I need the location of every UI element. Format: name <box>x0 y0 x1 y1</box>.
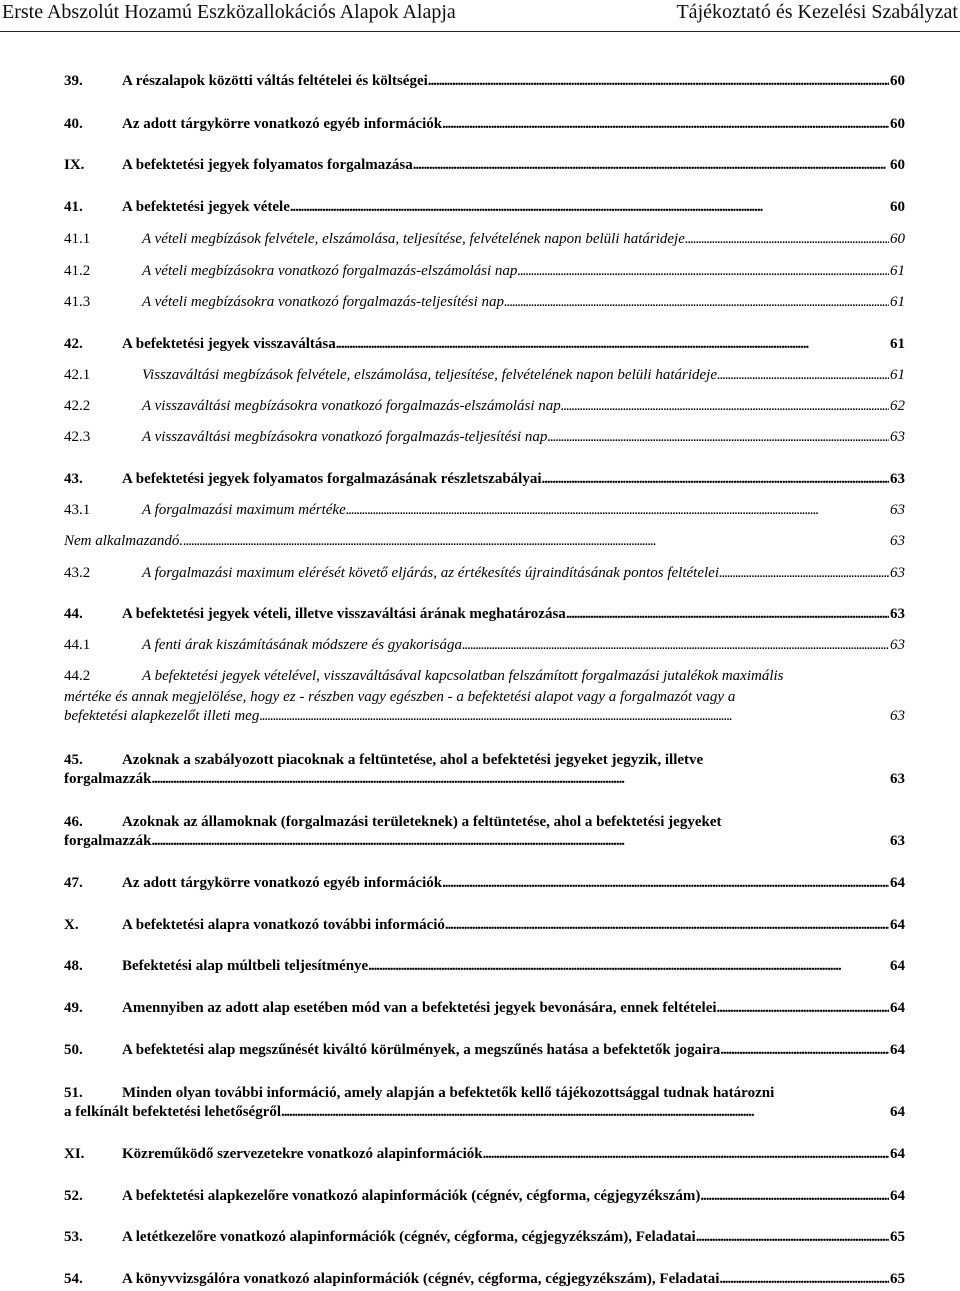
toc-number: 45. <box>64 752 83 768</box>
toc-entry[interactable] <box>64 157 905 177</box>
toc-number: 51. <box>64 1085 83 1101</box>
toc-leader <box>685 231 889 248</box>
toc-page: 64 <box>890 917 905 933</box>
toc-entry[interactable] <box>64 917 905 937</box>
header-fund-name: Erste Abszolút Hozamú Eszközallokációs Alapok Alapja <box>2 1 456 23</box>
toc-title: A részalapok közötti váltás feltételei és költségei <box>122 73 428 89</box>
toc-entry[interactable] <box>64 750 905 791</box>
toc-number: 44. <box>64 606 83 622</box>
toc-page: 61 <box>890 294 905 310</box>
toc-leader <box>720 1042 889 1059</box>
toc-title: A befektetési jegyek folyamatos forgalmazásának részletszabályai <box>122 471 542 487</box>
toc-entry[interactable] <box>64 336 905 356</box>
toc-page: 64 <box>890 875 905 891</box>
toc-entry[interactable] <box>64 199 905 219</box>
toc-entry[interactable] <box>64 1000 905 1020</box>
toc-number: X. <box>64 917 79 933</box>
toc-page: 62 <box>890 398 905 414</box>
toc-entry[interactable] <box>64 1271 905 1291</box>
toc-page: 60 <box>890 157 905 173</box>
toc-page: 64 <box>890 1188 905 1204</box>
header-document-title: Tájékoztató és Kezelési Szabályzat <box>676 1 958 23</box>
toc-page: 63 <box>890 565 905 581</box>
toc-title: A vételi megbízások felvétele, elszámolása, teljesítése, felvételének napon belüli határideje <box>142 231 685 247</box>
toc-number: 46. <box>64 814 83 830</box>
toc-leader <box>700 1188 889 1205</box>
toc-number: 44.1 <box>64 637 91 653</box>
toc-leader <box>151 833 889 850</box>
header-rule <box>0 31 960 32</box>
toc-leader <box>281 1104 889 1121</box>
toc-title: A befektetési alapra vonatkozó további információ <box>122 917 445 933</box>
toc-title: A befektetési alapkezelőre vonatkozó alapinformációk (cégnév, cégforma, cégjegyzékszám) <box>122 1188 701 1204</box>
toc-page: 64 <box>890 1000 905 1016</box>
toc-page: 63 <box>890 771 905 787</box>
toc-leader <box>696 1229 889 1246</box>
toc-entry[interactable] <box>64 666 905 728</box>
toc-leader <box>504 294 889 311</box>
toc-entry[interactable] <box>64 429 905 449</box>
toc-page: 63 <box>890 637 905 653</box>
toc-title-line: mértéke és annak megjelölése, hogy ez - részben vagy egészben - a befektetési alapot vagy a forgalmazót vagy a <box>64 689 736 705</box>
toc-leader <box>346 502 889 519</box>
toc-entry[interactable] <box>64 1229 905 1249</box>
toc-leader <box>442 116 889 133</box>
toc-page: 60 <box>890 73 905 89</box>
toc-page: 61 <box>890 336 905 352</box>
toc-page: 63 <box>890 833 905 849</box>
toc-title: Visszaváltási megbízások felvétele, elszámolása, teljesítése, felvételének napon belüli határideje <box>142 367 717 383</box>
toc-leader <box>336 336 889 353</box>
toc-page: 63 <box>890 471 905 487</box>
toc-leader <box>290 199 889 216</box>
toc-page: 64 <box>890 958 905 974</box>
toc-title: A befektetési jegyek folyamatos forgalmazása <box>122 157 413 173</box>
toc-title-line: forgalmazzák <box>64 833 152 849</box>
toc-entry[interactable] <box>64 116 905 136</box>
toc-page: 63 <box>890 502 905 518</box>
toc-title: A befektetési alap megszűnését kiváltó körülmények, a megszűnés hatása a befektetők jogaira <box>122 1042 721 1058</box>
toc-number: IX. <box>64 157 85 173</box>
toc-entry[interactable] <box>64 958 905 978</box>
toc-number: 52. <box>64 1188 83 1204</box>
toc-title-line: Azoknak az államoknak (forgalmazási területeknek) a feltüntetése, ahol a befektetési jegyeket <box>122 814 722 830</box>
toc-page: 60 <box>890 116 905 132</box>
toc-leader <box>368 958 889 975</box>
toc-title: Közreműködő szervezetekre vonatkozó alapinformációk <box>122 1146 483 1162</box>
toc-entry[interactable] <box>64 471 905 491</box>
toc-entry[interactable] <box>64 565 905 585</box>
toc-title-line: Azoknak a szabályozott piacoknak a feltüntetése, ahol a befektetési jegyeket jegyzik, illetve <box>122 752 704 768</box>
toc-leader <box>151 771 889 788</box>
toc-entry[interactable] <box>64 73 905 93</box>
toc-number: 50. <box>64 1042 83 1058</box>
toc-entry[interactable] <box>64 637 905 657</box>
toc-entry[interactable] <box>64 812 905 853</box>
toc-title-line: A befektetési jegyek vételével, visszaváltásával kapcsolatban felszámított forgalmazási jutalékok maximális <box>142 668 784 684</box>
toc-title: Amennyiben az adott alap esetében mód van a befektetési jegyek bevonására, ennek feltételei <box>122 1000 717 1016</box>
toc-leader <box>542 471 889 488</box>
toc-leader <box>517 263 889 280</box>
toc-leader <box>719 1271 889 1288</box>
toc-number: 42.2 <box>64 398 91 414</box>
toc-title: Nem alkalmazandó. <box>64 533 184 549</box>
toc-title: A forgalmazási maximum mértéke <box>142 502 346 518</box>
toc-leader <box>566 606 889 623</box>
toc-title: A befektetési jegyek vételi, illetve visszaváltási árának meghatározása <box>122 606 566 622</box>
toc-title: A letétkezelőre vonatkozó alapinformációk (cégnév, cégforma, cégjegyzékszám), Feladatai <box>122 1229 696 1245</box>
toc-title: A vételi megbízásokra vonatkozó forgalmazás-teljesítési nap <box>142 294 505 310</box>
toc-title: Befektetési alap múltbeli teljesítménye <box>122 958 369 974</box>
toc-entry[interactable] <box>64 533 905 553</box>
toc-number: 41.3 <box>64 294 91 310</box>
toc-title-line: a felkínált befektetési lehetőségről <box>64 1104 282 1120</box>
toc-number: 47. <box>64 875 83 891</box>
toc-leader <box>719 565 889 582</box>
toc-title: A vételi megbízásokra vonatkozó forgalmazás-elszámolási nap <box>142 263 518 279</box>
toc-leader <box>183 533 889 550</box>
toc-number: 42. <box>64 336 83 352</box>
toc-page: 60 <box>890 231 905 247</box>
running-header <box>0 0 960 30</box>
toc-title: A fenti árak kiszámításának módszere és gyakorisága <box>142 637 462 653</box>
toc-number: 49. <box>64 1000 83 1016</box>
toc-leader <box>547 429 889 446</box>
toc-entry[interactable] <box>64 875 905 895</box>
toc-page: 63 <box>890 708 905 724</box>
toc-title-line: befektetési alapkezelőt illeti meg <box>64 708 260 724</box>
toc-number: 48. <box>64 958 83 974</box>
toc-number: 42.3 <box>64 429 91 445</box>
toc-entry[interactable] <box>64 1083 905 1124</box>
toc-page: 61 <box>890 263 905 279</box>
toc-title: Az adott tárgykörre vonatkozó egyéb információk <box>122 875 443 891</box>
toc-entry[interactable] <box>64 294 905 314</box>
toc-number: 43.1 <box>64 502 91 518</box>
toc-number: 42.1 <box>64 367 91 383</box>
toc-number: 41. <box>64 199 83 215</box>
toc-number: 44.2 <box>64 668 91 684</box>
toc-number: 41.1 <box>64 231 91 247</box>
toc-entry[interactable] <box>64 263 905 283</box>
toc-entry[interactable] <box>64 606 905 626</box>
toc-title: A visszaváltási megbízásokra vonatkozó forgalmazás-elszámolási nap <box>142 398 561 414</box>
toc-page: 64 <box>890 1146 905 1162</box>
toc-leader <box>428 73 889 90</box>
toc-entry[interactable] <box>64 367 905 387</box>
toc-leader <box>483 1146 889 1163</box>
toc-leader <box>462 637 889 654</box>
toc-page: 65 <box>890 1271 905 1287</box>
toc-entry[interactable] <box>64 1146 905 1166</box>
toc-number: 54. <box>64 1271 83 1287</box>
toc-entry[interactable] <box>64 502 905 522</box>
toc-title: A forgalmazási maximum elérését követő eljárás, az értékesítés újraindításának pontos feltételei <box>142 565 719 581</box>
toc-leader <box>717 367 889 384</box>
toc-leader <box>561 398 889 415</box>
toc-page: 64 <box>890 1042 905 1058</box>
toc-number: 41.2 <box>64 263 91 279</box>
toc-page: 63 <box>890 429 905 445</box>
toc-page: 61 <box>890 367 905 383</box>
toc-leader <box>259 708 889 725</box>
toc-leader <box>445 917 889 934</box>
toc-page: 60 <box>890 199 905 215</box>
toc-title: Az adott tárgykörre vonatkozó egyéb információk <box>122 116 443 132</box>
toc-entry[interactable] <box>64 231 905 251</box>
toc-page: 63 <box>890 606 905 622</box>
toc-title: A könyvvizsgálóra vonatkozó alapinformációk (cégnév, cégforma, cégjegyzékszám), Feladatai <box>122 1271 720 1287</box>
toc-number: XI. <box>64 1146 85 1162</box>
toc-page: 64 <box>890 1104 905 1120</box>
toc-number: 43. <box>64 471 83 487</box>
toc-title: A visszaváltási megbízásokra vonatkozó forgalmazás-teljesítési nap <box>142 429 548 445</box>
toc-title: A befektetési jegyek vétele <box>122 199 290 215</box>
toc-title: A befektetési jegyek visszaváltása <box>122 336 336 352</box>
toc-title-line: Minden olyan további információ, amely alapján a befektetők kellő tájékozottsággal tudnak határozni <box>122 1085 775 1101</box>
toc-leader <box>413 157 889 174</box>
toc-page: 65 <box>890 1229 905 1245</box>
toc-entry[interactable] <box>64 1188 905 1208</box>
toc-number: 53. <box>64 1229 83 1245</box>
toc-entry[interactable] <box>64 1042 905 1062</box>
toc-leader <box>442 875 889 892</box>
toc-number: 39. <box>64 73 83 89</box>
toc-entry[interactable] <box>64 398 905 418</box>
toc-page: 63 <box>890 533 905 549</box>
toc-title-line: forgalmazzák <box>64 771 152 787</box>
toc-number: 43.2 <box>64 565 91 581</box>
toc-leader <box>717 1000 889 1017</box>
toc-number: 40. <box>64 116 83 132</box>
